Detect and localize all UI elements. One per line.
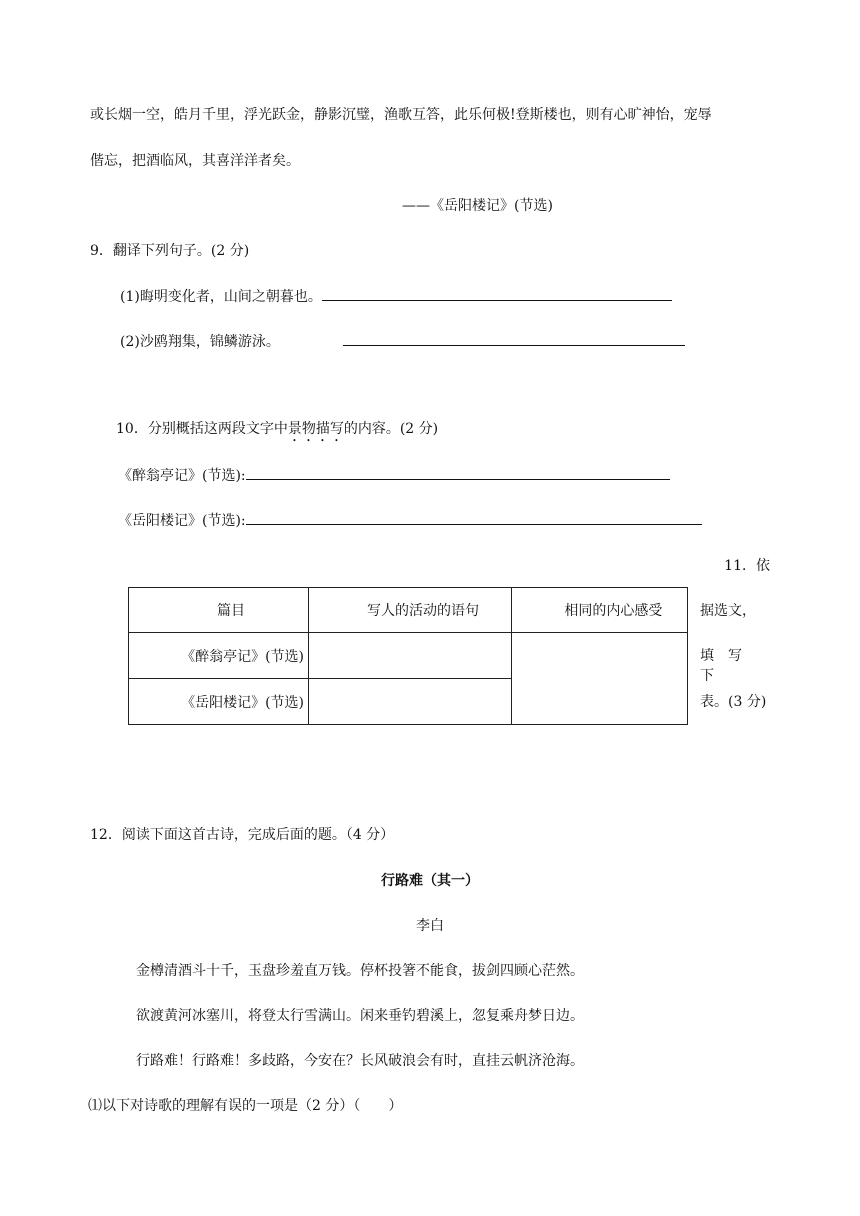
q9-item-1-text: (1)晦明变化者，山间之朝暮也。 (120, 289, 322, 305)
q11-header-activity: 写人的活动的语句 (309, 588, 512, 633)
poem-line-3: 行路难！行路难！多歧路，今安在？长风破浪会有时，直挂云帆济沧海。 (136, 1053, 584, 1069)
q10-answer-line-2[interactable] (246, 510, 702, 525)
q12-sub-question-1: ⑴以下对诗歌的理解有误的一项是（2 分）（ ） (88, 1098, 403, 1114)
poem-line-2: 欲渡黄河冰塞川，将登太行雪满山。闲来垂钓碧溪上，忽复乘舟梦日边。 (136, 1008, 584, 1024)
q9-item-1 (120, 286, 672, 306)
q11-row-1-title: 《醉翁亭记》(节选) (129, 633, 309, 679)
q11-feeling-cell[interactable] (512, 633, 688, 725)
q11-side-line-2: 据选文， (700, 603, 756, 619)
q12-title: 12．阅读下面这首古诗，完成后面的题。（4 分） (90, 827, 395, 843)
q11-row-1-activity-cell[interactable] (309, 633, 512, 679)
q11-row-2-activity-cell[interactable] (309, 679, 512, 725)
poem-author: 李白 (416, 918, 444, 934)
q10-title (116, 418, 438, 445)
q11-side-line-1: 11．依 (724, 558, 770, 574)
q11-table-header-row (129, 588, 688, 633)
passage-line-1: 或长烟一空，皓月千里，浮光跃金，静影沉璧，渔歌互答，此乐何极!登斯楼也，则有心旷神怡，宠辱 (90, 107, 712, 123)
q10-row-2 (118, 510, 702, 530)
q9-item-2-text: (2)沙鸥翔集，锦鳞游泳。 (120, 334, 280, 350)
q10-title-before: 10．分别概括这两段文字中 (116, 421, 288, 437)
poem-line-1: 金樽清酒斗十千，玉盘珍羞直万钱。停杯投箸不能食，拔剑四顾心茫然。 (136, 963, 584, 979)
passage-source: ——《岳阳楼记》(节选) (402, 198, 553, 214)
poem-title: 行路难（其一） (381, 873, 479, 889)
q11-side-line-4: 表。(3 分) (700, 694, 767, 710)
passage-line-2: 偕忘，把酒临风，其喜洋洋者矣。 (90, 153, 300, 169)
q9-answer-line-2[interactable] (343, 331, 685, 346)
q9-title: 9．翻译下列句子。(2 分) (90, 243, 250, 259)
q11-header-feeling: 相同的内心感受 (512, 588, 688, 633)
q11-table (128, 587, 688, 725)
q9-item-2 (120, 331, 280, 351)
q9-answer-line-1[interactable] (322, 286, 672, 301)
q10-title-after: 的内容。(2 分) (343, 421, 439, 437)
q11-side-line-3: 填写下 (700, 648, 756, 684)
q11-header-title: 篇目 (129, 588, 309, 633)
q10-row-1 (118, 465, 670, 485)
q10-label-2: 《岳阳楼记》(节选): (118, 513, 246, 529)
q10-label-1: 《醉翁亭记》(节选): (118, 468, 246, 484)
q11-row-zuiweng (129, 633, 688, 679)
q11-row-2-title: 《岳阳楼记》(节选) (129, 679, 309, 725)
q10-title-emphasis: 景物描写 (287, 421, 344, 437)
q10-answer-line-1[interactable] (246, 465, 670, 480)
